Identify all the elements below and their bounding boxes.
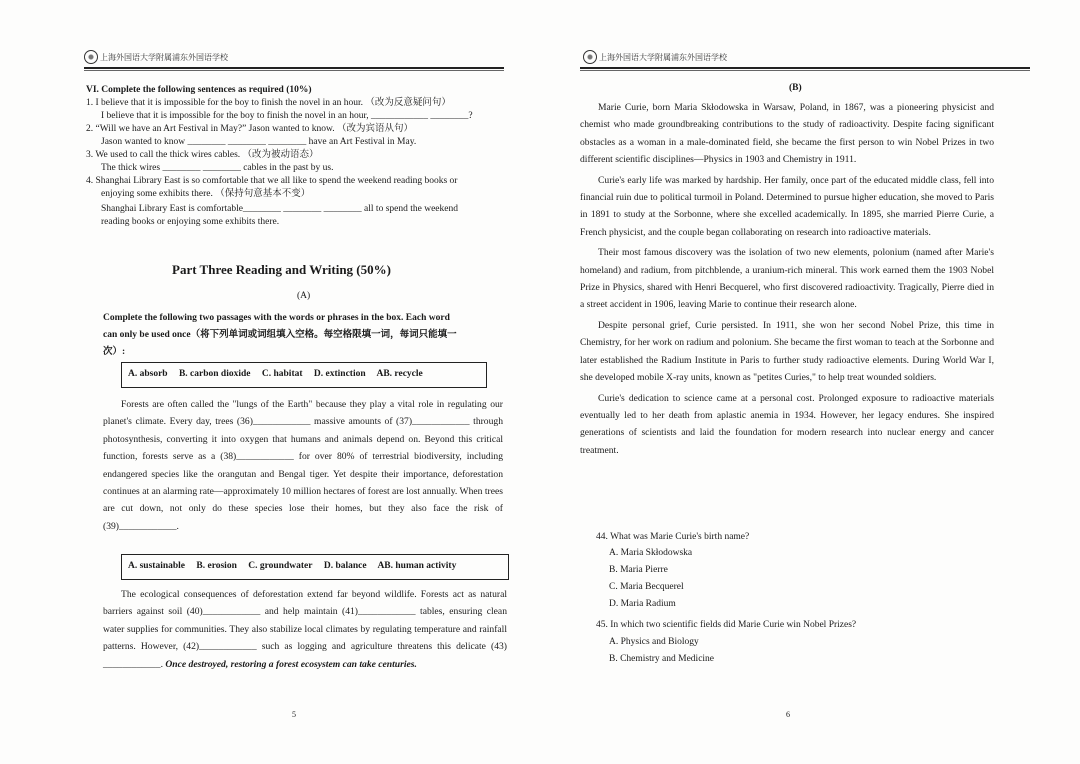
item-1-line2: I believe that it is impossible for the boy to finish the novel in an hour, ____________ ________? xyxy=(101,111,473,121)
question-44-option-c: C. Maria Becquerel xyxy=(609,582,684,592)
word-box-2-option: A. sustainable xyxy=(128,561,186,571)
passage-1-text: Forests are often called the "lungs of the Earth" because they play a vital role in regulating our planet's climate. Every day, trees (36)____________ massive amounts of (37)____________ through photosynthesis, converting it into oxygen that humans and animals depend on. Beyond this critical function, forests serve as a (38)____________ for over 80% of terrestrial biodiversity, including endangered species like the orangutan and Bengal tiger. Yet despite their importance, deforestation continues at an alarming rate—approximately 10 million hectares of forest are lost annually. When trees are cut down, not only do these species lose their homes, but they also face the risk of (39)____________. xyxy=(103,399,503,532)
right-page xyxy=(540,0,1080,764)
passage-2 xyxy=(103,586,507,673)
question-44-stem: 44. What was Marie Curie's birth name? xyxy=(596,532,750,542)
word-box-2 xyxy=(121,554,509,580)
question-45-option-b: B. Chemistry and Medicine xyxy=(609,654,715,664)
header-rule-thin xyxy=(580,70,1030,71)
passage-b-paragraph: Curie's early life was marked by hardship. Her family, once part of the educated middle class, fell into financial ruin due to political turmoil in Poland. Determined to pursue higher education, she moved to Paris in 1891 to study at the Sorbonne, where she excelled academically. In 1895, she married Pierre Curie, a French physicist, and the couple began collaborating on research into radioactive materials. xyxy=(580,174,994,238)
passage-b-paragraph: Marie Curie, born Maria Skłodowska in Warsaw, Poland, in 1867, was a pioneering physicist and chemist who made groundbreaking contributions to the study of radioactivity. Despite facing significant obstacles as a woman in a male-dominated field, she became the first person to win Nobel Prizes in two different scientific disciplines—Physics in 1903 and Chemistry in 1911. xyxy=(580,102,994,166)
header-rule xyxy=(580,67,1030,69)
passage-a-label: (A) xyxy=(297,291,311,301)
section-6-title: VI. Complete the following sentences as required (10%) xyxy=(86,85,312,95)
word-box-1-option: D. extinction xyxy=(313,369,366,379)
question-45-option-a: A. Physics and Biology xyxy=(609,637,699,647)
question-44-option-d: D. Maria Radium xyxy=(609,599,676,609)
word-box-2-option: AB. human activity xyxy=(377,561,457,571)
item-2-line1: 2. “Will we have an Art Festival in May?” Jason wanted to know. （改为宾语从句） xyxy=(86,124,413,134)
item-3-line1: 3. We used to call the thick wires cables. （改为被动语态） xyxy=(86,150,319,160)
passage-b-label: (B) xyxy=(789,83,802,93)
item-4-line1: 4. Shanghai Library East is so comfortable that we all like to spend the weekend reading books or xyxy=(86,176,458,186)
word-box-1 xyxy=(121,362,487,388)
school-logo-icon xyxy=(583,50,597,64)
passage-b-paragraph: Curie's dedication to science came at a personal cost. Prolonged exposure to radioactive materials eventually led to her death from aplastic anemia in 1934. However, her legacy endures. She inspired generations of scientists and laid the foundation for modern research into nuclear energy and cancer treatment. xyxy=(580,392,994,456)
question-45-stem: 45. In which two scientific fields did Marie Curie win Nobel Prizes? xyxy=(596,620,857,630)
item-2-line2: Jason wanted to know ________ ________ ________ have an Art Festival in May. xyxy=(101,137,417,147)
item-4-line3: Shanghai Library East is comfortable________ ________ ________ all to spend the weekend xyxy=(101,204,458,214)
passage-b-paragraph: Despite personal grief, Curie persisted. In 1911, she won her second Nobel Prize, this time in Chemistry, for her work on radium and polonium. She became the first woman to teach at the Sorbonne and later established the Radium Institute in Paris to further study radioactive elements. During World War I, she developed mobile X-ray units, known as "petites Curies," to help treat wounded soldiers. xyxy=(580,319,994,384)
word-box-1-option: B. carbon dioxide xyxy=(178,369,251,379)
header-rule-thin xyxy=(84,70,504,71)
page-number-right: 6 xyxy=(786,710,790,719)
passage-2-text: The ecological consequences of deforestation extend far beyond wildlife. Forests act as natural barriers against soil (40)____________ and help maintain (41)____________ tables, ensuring clean water supplies for communities. They also stabilize local climates by regulating temperature and rainfall patterns. However, (42)____________ such as logging and agriculture threatens this delicate (43) ____________. xyxy=(103,589,507,670)
instructions-line3: 次）: xyxy=(103,347,126,357)
word-box-2-option: B. erosion xyxy=(196,561,237,571)
header-rule xyxy=(84,67,504,69)
question-44-option-b: B. Maria Pierre xyxy=(609,565,668,575)
part-three-title: Part Three Reading and Writing (50%) xyxy=(172,262,391,277)
item-4-line4: reading books or enjoying some exhibits there. xyxy=(101,217,280,227)
school-logo-icon xyxy=(84,50,98,64)
word-box-2-option: D. balance xyxy=(323,561,367,571)
word-box-1-option: A. absorb xyxy=(128,369,168,379)
page-number-left: 5 xyxy=(292,710,296,719)
question-44-option-a: A. Maria Skłodowska xyxy=(609,548,693,558)
header-school-name: 上海外国语大学附属浦东外国语学校 xyxy=(100,53,228,62)
word-box-2-option: C. groundwater xyxy=(248,561,313,571)
instructions-line1: Complete the following two passages with the words or phrases in the box. Each word xyxy=(103,313,450,323)
item-3-line2: The thick wires ________ ________ cables in the past by us. xyxy=(101,163,334,173)
item-4-line2: enjoying some exhibits there. （保持句意基本不变） xyxy=(101,189,311,199)
word-box-1-option: AB. recycle xyxy=(376,369,423,379)
instructions-line2: can only be used once（将下列单词或词组填入空格。每空格限填一词，每词只能填一 xyxy=(103,330,457,340)
item-1-line1: 1. I believe that it is impossible for the boy to finish the novel in an hour. （改为反意疑问句） xyxy=(86,98,451,108)
passage-2-italic: Once destroyed, restoring a forest ecosystem can take centuries. xyxy=(165,658,417,670)
passage-b-paragraph: Their most famous discovery was the isolation of two new elements, polonium (named after Marie's homeland) and radium, from pitchblende, a uranium-rich mineral. This work earned them the 1903 Nobel Prize in Physics, shared with Henri Becquerel, who first discovered radioactivity. Tragically, Pierre died in a street accident in 1906, leaving Marie to continue their research alone. xyxy=(580,247,994,311)
passage-b xyxy=(580,99,994,459)
word-box-1-option: C. habitat xyxy=(261,369,303,379)
passage-1 xyxy=(103,396,503,535)
header-school-name: 上海外国语大学附属浦东外国语学校 xyxy=(599,53,727,62)
